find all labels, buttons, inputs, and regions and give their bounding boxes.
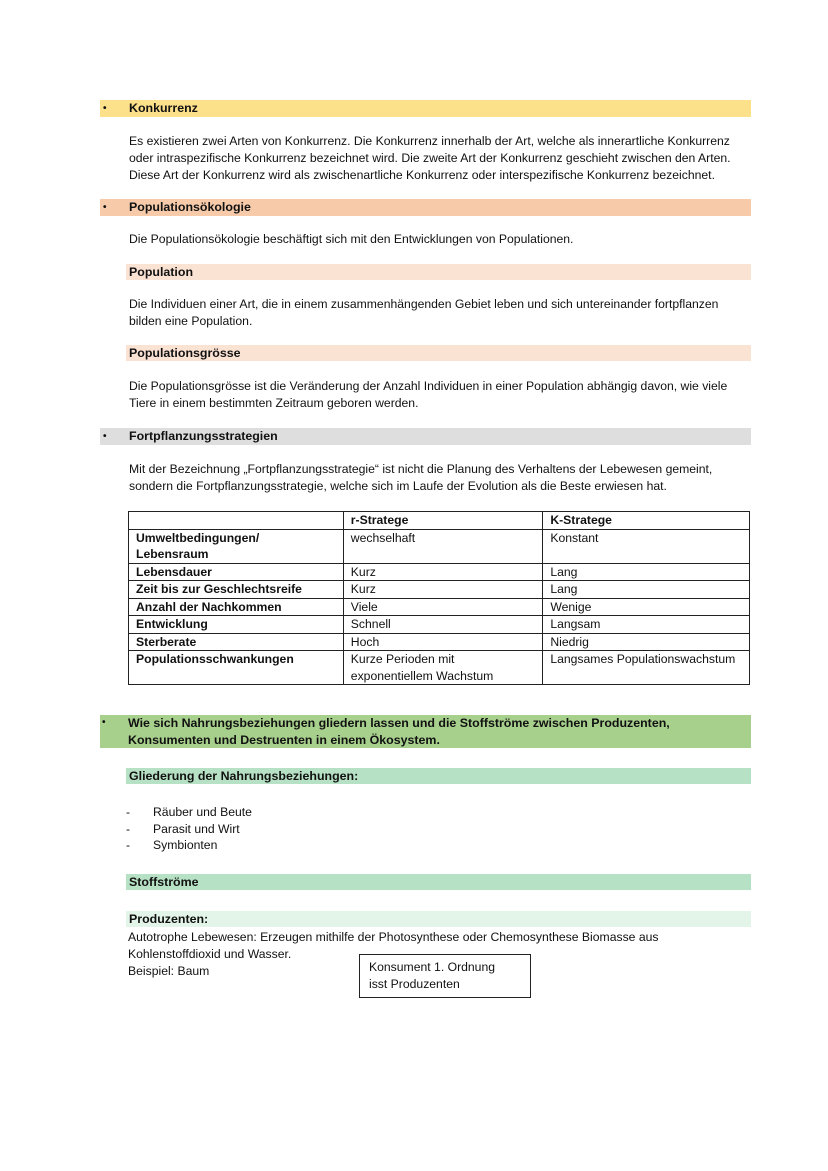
r-cell (343, 651, 543, 685)
k-cell (543, 581, 750, 599)
text-line: Kohlenstoffdioxid und Wasser. (128, 947, 292, 961)
cell-line: Viele (350, 599, 378, 614)
heading-produzenten: Produzenten: (126, 911, 751, 927)
heading-stoffstroeme: Stoffströme (126, 874, 751, 890)
heading-populationsgroesse: Populationsgrösse (126, 345, 751, 361)
cell-line: Wenige (550, 599, 592, 614)
dash: - (126, 805, 131, 819)
r-cell (343, 616, 543, 634)
list-item-text: Parasit und Wirt (153, 821, 240, 836)
heading-text: Populationsökologie (129, 200, 251, 214)
table-row (129, 563, 750, 581)
text-line: Tiere in einem bestimmten Zeitraum geboren werden. (129, 396, 419, 410)
populationsgroesse-paragraph (129, 378, 754, 412)
heading-text: Konkurrenz (129, 101, 198, 115)
cell-line: Kurz (350, 564, 376, 579)
k-cell (543, 563, 750, 581)
bullet: • (103, 202, 107, 213)
k-cell (543, 616, 750, 634)
heading-line: Wie sich Nahrungsbeziehungen gliedern lassen und die Stoffströme zwischen Produzenten, (128, 716, 670, 730)
bullet: • (103, 103, 107, 114)
row-label (129, 529, 344, 563)
text-line: Die Populationsökologie beschäftigt sich mit den Entwicklungen von Populationen. (129, 232, 574, 246)
row-label (129, 563, 344, 581)
k-cell (543, 633, 750, 651)
cell-line: Langsames Populationswachstum (550, 652, 736, 666)
heading-population: Population (126, 264, 751, 280)
text-line: oder intraspezifische Konkurrenz bezeichnet wird. Die zweite Art der Konkurrenz geschieht zwischen den Arten. (129, 151, 731, 165)
table-row (129, 581, 750, 599)
k-cell (543, 651, 750, 685)
populationsoekologie-paragraph (129, 231, 754, 248)
text-line: Autotrophe Lebewesen: Erzeugen mithilfe der Photosynthese oder Chemosynthese Biomasse aus (128, 930, 659, 944)
row-label (129, 633, 344, 651)
cell-line: Sterberate (136, 634, 197, 649)
bullet: • (102, 717, 106, 728)
cell-line: Lang (550, 582, 578, 596)
heading-populationsoekologie (100, 199, 751, 216)
cell-line: Hoch (350, 634, 380, 649)
cell-line: Anzahl der Nachkommen (136, 599, 282, 614)
text-line: Es existieren zwei Arten von Konkurrenz. Die Konkurrenz innerhalb der Art, welche als innerartliche Konkurrenz (129, 134, 730, 148)
konkurrenz-paragraph (129, 133, 754, 184)
cell-line: Lebensraum (136, 547, 209, 561)
r-cell (343, 563, 543, 581)
cell-line: Kurze Perioden mit (350, 652, 455, 666)
list-item (126, 804, 252, 821)
r-cell (343, 581, 543, 599)
r-cell (343, 633, 543, 651)
cell-line: Populationsschwankungen (136, 652, 294, 666)
cell-line: Schnell (350, 617, 391, 631)
row-label (129, 598, 344, 616)
header-cell-empty (129, 512, 344, 530)
text-line: Beispiel: Baum (128, 964, 210, 978)
header-cell-r: r-Stratege (343, 512, 543, 530)
row-label (129, 581, 344, 599)
table-header-row (129, 512, 750, 530)
heading-text (128, 715, 728, 748)
heading-text: Fortpflanzungsstrategien (129, 429, 278, 443)
list-item (126, 821, 252, 838)
cell-line: Entwicklung (136, 617, 208, 631)
list-item-text: Symbionten (153, 838, 218, 852)
text-line: bilden eine Population. (129, 314, 253, 328)
cell-line: Lebensdauer (136, 564, 212, 579)
bullet: • (103, 431, 107, 442)
heading-line: Konsumenten und Destruenten in einem Ökosystem. (128, 732, 440, 747)
cell-line: Lang (550, 564, 578, 579)
heading-fortpflanzungsstrategien (100, 428, 751, 445)
heading-konkurrenz (100, 100, 751, 117)
table-row (129, 651, 750, 685)
table-row (129, 598, 750, 616)
text-line: Diese Art der Konkurrenz wird als zwischenartliche Konkurrenz oder interspezifische Konkurrenz bezeichnet. (129, 168, 715, 182)
heading-nahrungsbeziehungen (100, 715, 751, 748)
list-item (126, 837, 252, 854)
k-cell (543, 529, 750, 563)
cell-line: Niedrig (550, 634, 589, 649)
text-line: Die Individuen einer Art, die in einem zusammenhängenden Gebiet leben und sich untereinander fortpflanzen (129, 297, 719, 311)
cell-line: Langsam (550, 617, 601, 631)
fortpflanzung-paragraph (129, 461, 754, 495)
nahrungsbeziehungen-list (126, 804, 252, 854)
heading-gliederung: Gliederung der Nahrungsbeziehungen: (126, 768, 751, 784)
box-line: isst Produzenten (369, 976, 460, 991)
cell-line: Konstant (550, 530, 599, 545)
konsument-box (359, 954, 531, 998)
box-line: Konsument 1. Ordnung (369, 960, 496, 974)
list-item-text: Räuber und Beute (153, 805, 252, 819)
r-cell (343, 529, 543, 563)
text-line: Die Populationsgrösse ist die Veränderung der Anzahl Individuen in einer Population abhängig davon, wie viele (129, 379, 728, 393)
table-row (129, 616, 750, 634)
k-cell (543, 598, 750, 616)
cell-line: Umweltbedingungen/ (136, 530, 260, 545)
cell-line: Kurz (350, 582, 376, 596)
population-paragraph (129, 296, 754, 330)
dash: - (126, 838, 131, 852)
r-cell (343, 598, 543, 616)
cell-line: Zeit bis zur Geschlechtsreife (136, 582, 302, 596)
dash: - (126, 821, 131, 836)
table-row (129, 529, 750, 563)
text-line: sondern die Fortpflanzungsstrategie, welche sich im Laufe der Evolution als die Beste erwiesen hat. (129, 479, 667, 493)
text-line: Mit der Bezeichnung „Fortpflanzungsstrategie“ ist nicht die Planung des Verhaltens der Lebewesen gemeint, (129, 462, 713, 476)
cell-line: wechselhaft (350, 530, 416, 545)
table-row (129, 633, 750, 651)
row-label (129, 651, 344, 685)
strategy-table (128, 511, 750, 685)
row-label (129, 616, 344, 634)
header-cell-k: K-Stratege (543, 512, 750, 530)
cell-line: exponentiellem Wachstum (350, 668, 494, 683)
